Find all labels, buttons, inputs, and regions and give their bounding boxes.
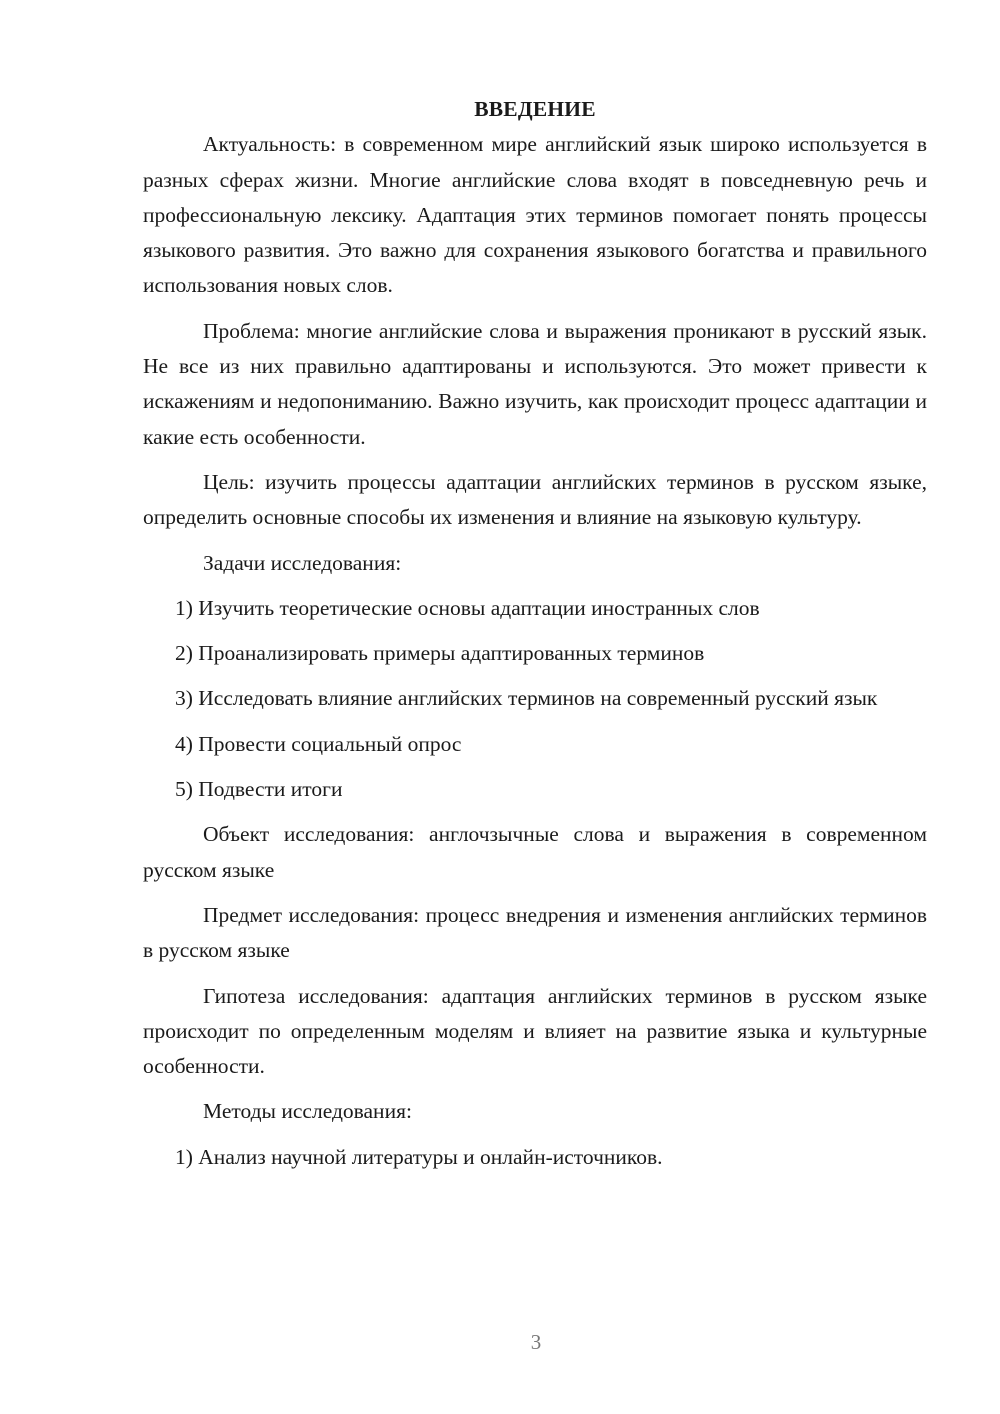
tasks-label: Задачи исследования: [203, 550, 402, 575]
relevance-paragraph: Актуальность: в современном мире английский язык широко используется в разных сферах жизни. Многие английские слова входят в повседневную речь и профессиональную лексику. Адаптация этих терминов помогает понять процессы языкового развития. Это важно для сохранения языкового богатства и правильного использования новых слов. [143, 132, 927, 298]
task-item: 2) Проанализировать примеры адаптированных терминов [175, 641, 705, 666]
task-item: 1) Изучить теоретические основы адаптации иностранных слов [175, 595, 760, 620]
task-item: 4) Провести социальный опрос [175, 731, 462, 756]
problem-paragraph: Проблема: многие английские слова и выражения проникают в русский язык. Не все из них правильно адаптированы и используются. Это может привести к искажениям и недопониманию. Важно изучить, как происходит процесс адаптации и какие есть особенности. [143, 318, 927, 449]
subject-paragraph: Предмет исследования: процесс внедрения и изменения английских терминов в русском языке [143, 902, 927, 963]
page-number: 3 [530, 1330, 542, 1354]
hypothesis-paragraph: Гипотеза исследования: адаптация английских терминов в русском языке происходит по определенным моделям и влияет на развитие языка и культурные особенности. [143, 983, 927, 1079]
method-item: 1) Анализ научной литературы и онлайн-источников. [175, 1144, 663, 1169]
object-paragraph: Объект исследования: англочзычные слова и выражения в современном русском языке [143, 822, 927, 882]
document-body [143, 92, 927, 1185]
goal-paragraph: Цель: изучить процессы адаптации английских терминов в русском языке, определить основные способы их изменения и влияние на языковую культуру. [143, 469, 927, 530]
task-item: 3) Исследовать влияние английских терминов на современный русский язык [175, 686, 878, 711]
methods-label: Методы исследования: [203, 1099, 412, 1124]
section-heading: ВВЕДЕНИЕ [474, 97, 596, 121]
task-item: 5) Подвести итоги [175, 777, 343, 802]
